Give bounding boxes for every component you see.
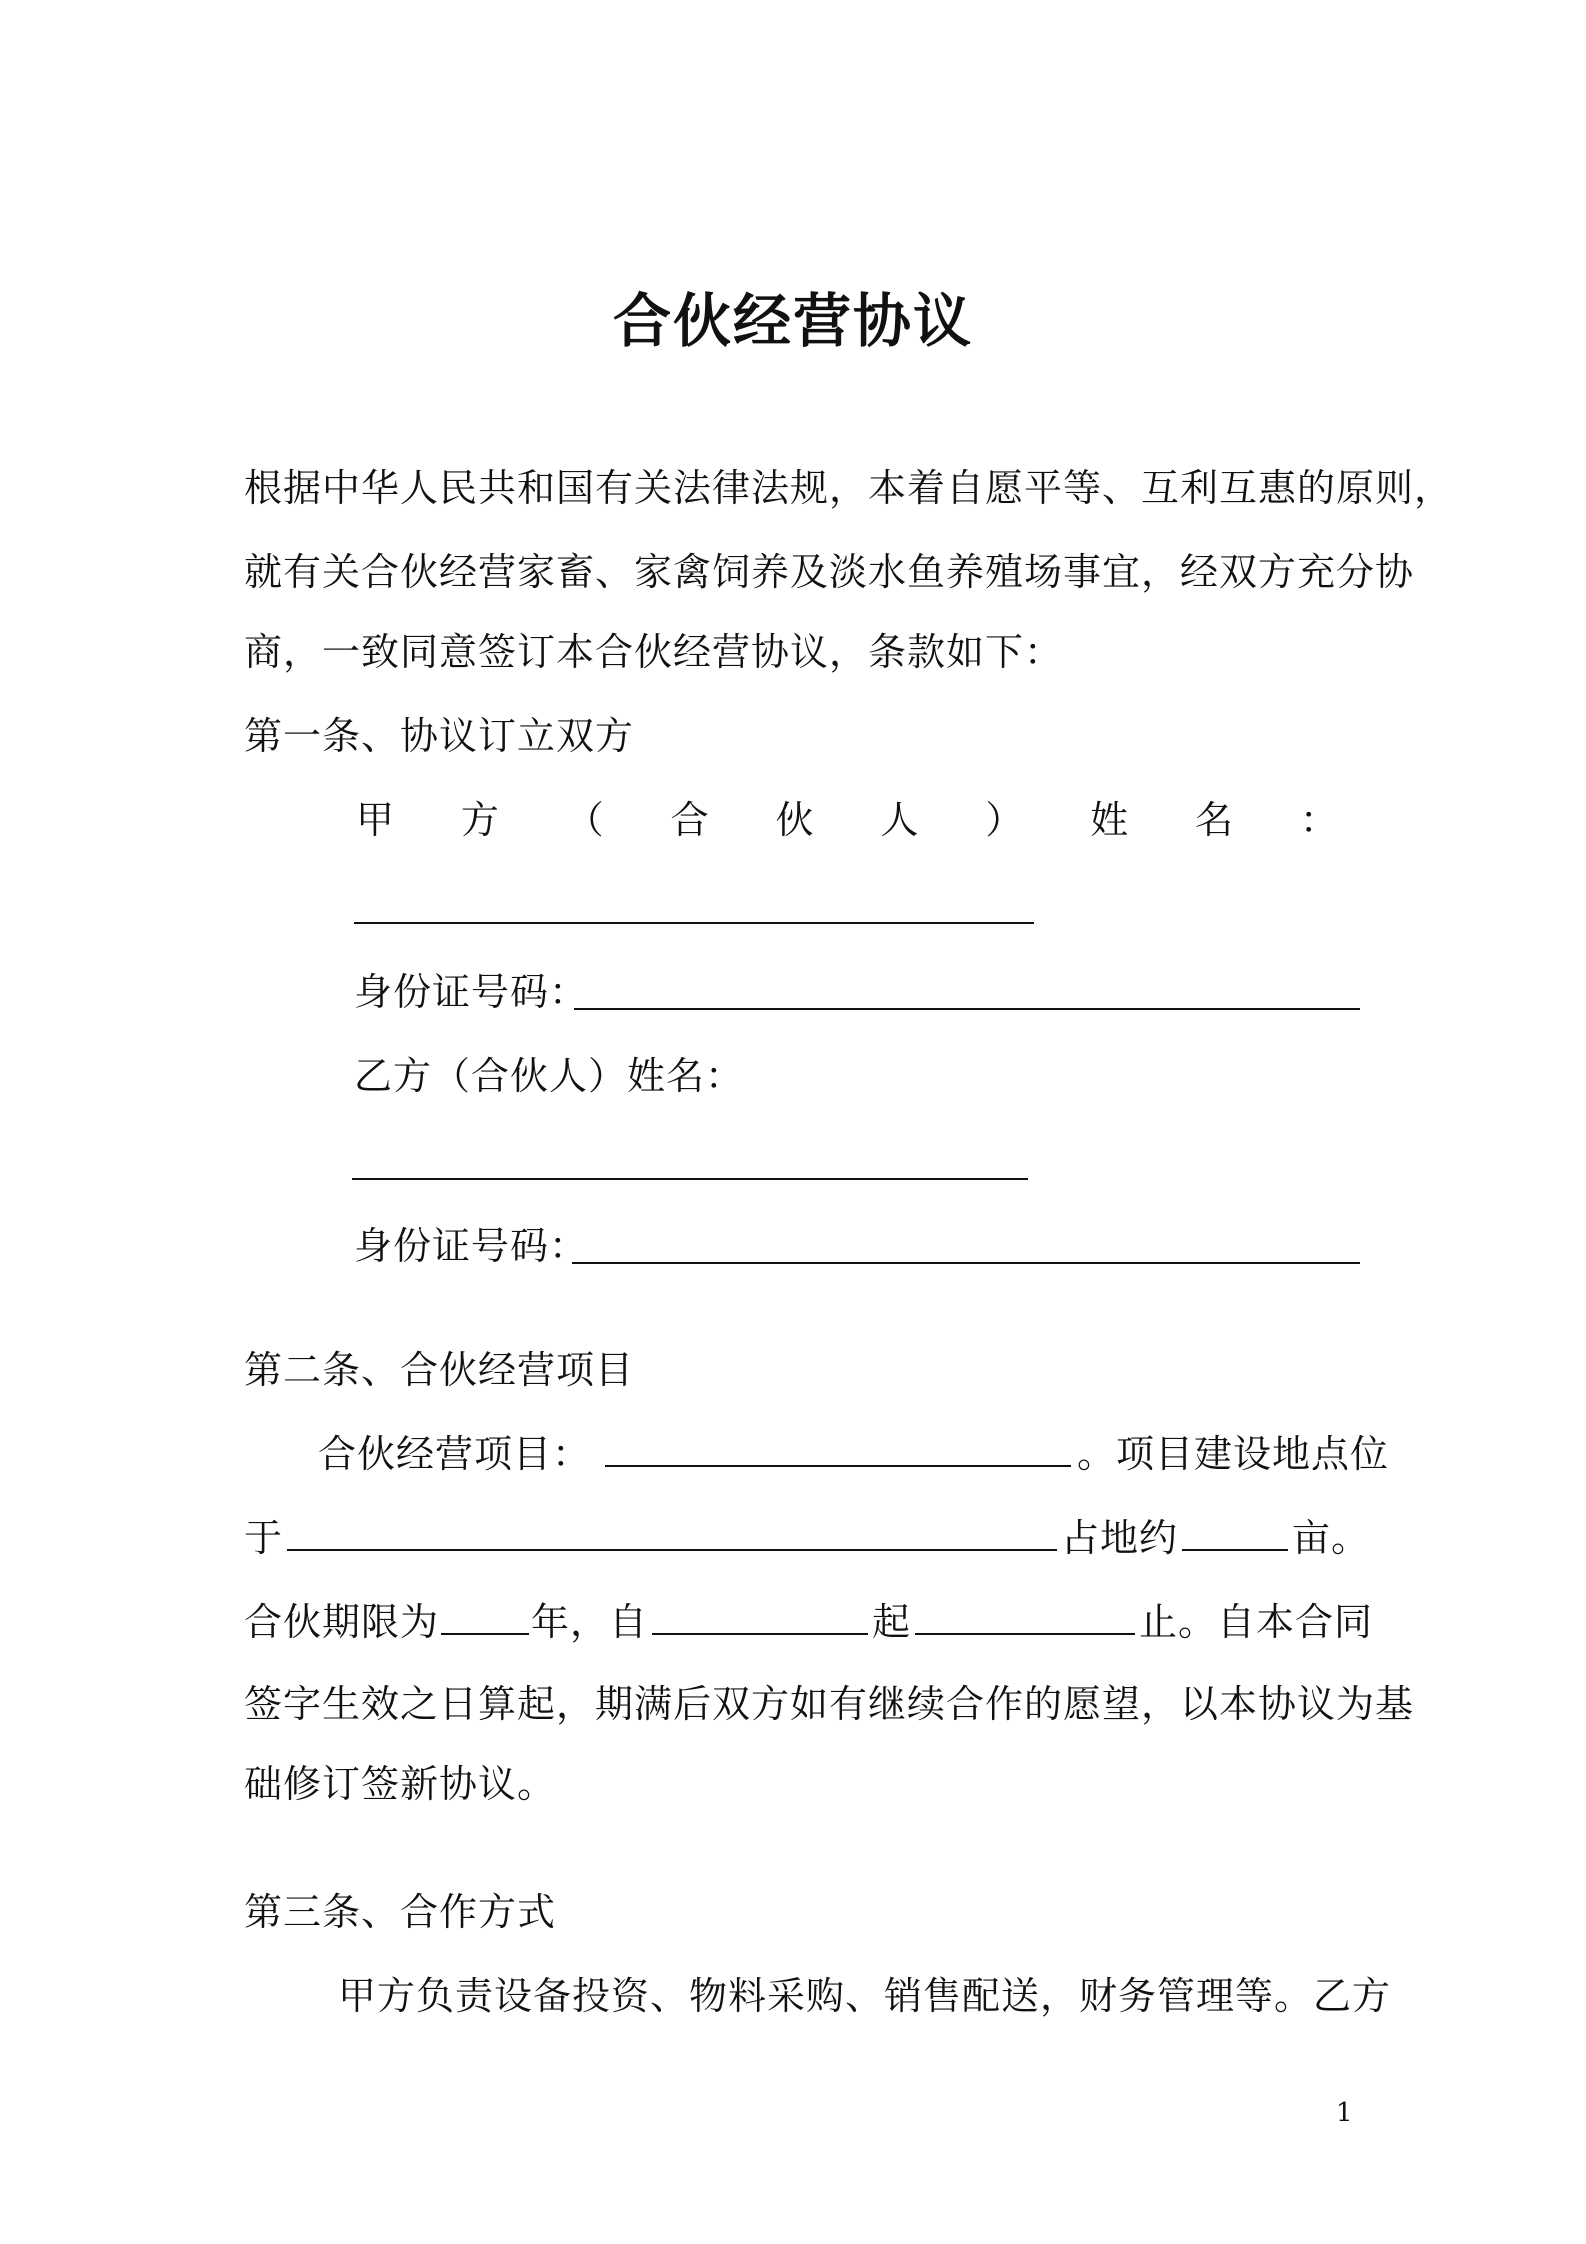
location-prefix: 。项目建设地点位 — [1077, 1432, 1390, 1476]
label-char: 方 — [460, 798, 499, 842]
label-char: 人 — [880, 798, 919, 842]
article2-line-4: 签字生效之日算起，期满后双方如有继续合作的愿望，以本协议为基 — [244, 1682, 1415, 1726]
project-blank[interactable] — [605, 1431, 1071, 1467]
label-char: （ — [565, 798, 604, 842]
end-date-blank[interactable] — [915, 1599, 1135, 1635]
article3-heading: 第三条、合作方式 — [244, 1890, 557, 1934]
area-label: 占地约 — [1061, 1516, 1179, 1560]
party-b-id-blank[interactable] — [572, 1262, 1360, 1264]
year-unit: 年，自 — [531, 1600, 649, 1644]
article2-line-5: 础修订签新协议。 — [244, 1762, 557, 1806]
article2-heading: 第二条、合伙经营项目 — [244, 1348, 635, 1392]
to-label: 止。自本合同 — [1139, 1600, 1374, 1644]
area-blank[interactable] — [1182, 1515, 1288, 1551]
start-date-blank[interactable] — [652, 1599, 868, 1635]
intro-line-1: 根据中华人民共和国有关法律法规，本着自愿平等、互利互惠的原则， — [244, 466, 1454, 510]
label-char: ： — [1299, 798, 1338, 842]
label-char: 名 — [1195, 798, 1234, 842]
intro-line-2: 就有关合伙经营家畜、家禽饲养及淡水鱼养殖场事宜，经双方充分协 — [244, 550, 1415, 594]
term-label: 合伙期限为 — [244, 1600, 440, 1644]
label-char: ） — [985, 798, 1024, 842]
party-a-name-label — [356, 796, 1338, 844]
location-blank[interactable] — [287, 1515, 1057, 1551]
label-char: 姓 — [1090, 798, 1129, 842]
area-unit: 亩。 — [1292, 1516, 1371, 1560]
label-char: 合 — [670, 798, 709, 842]
from-label: 起 — [872, 1600, 912, 1644]
party-a-id-blank[interactable] — [574, 1008, 1360, 1010]
project-label: 合伙经营项目： — [318, 1432, 592, 1476]
party-b-name-label: 乙方（合伙人）姓名： — [354, 1054, 745, 1098]
project-line — [318, 1430, 1389, 1478]
term-years-blank[interactable] — [441, 1599, 529, 1635]
document-title: 合伙经营协议 — [612, 287, 973, 355]
page-number: 1 — [1336, 2098, 1353, 2128]
intro-line-3: 商，一致同意签订本合伙经营协议，条款如下： — [244, 630, 1064, 674]
article3-line-1: 甲方负责设备投资、物料采购、销售配送，财务管理等。乙方 — [338, 1974, 1392, 2018]
party-a-id-label: 身份证号码： — [354, 970, 589, 1014]
label-char: 伙 — [775, 798, 814, 842]
location-label: 于 — [244, 1516, 284, 1560]
label-char: 甲 — [356, 798, 395, 842]
party-a-name-blank[interactable] — [354, 922, 1034, 924]
article1-heading: 第一条、协议订立双方 — [244, 714, 635, 758]
location-line — [244, 1514, 1370, 1562]
party-b-name-blank[interactable] — [352, 1178, 1028, 1180]
party-b-id-label: 身份证号码： — [354, 1224, 589, 1268]
term-line — [244, 1598, 1373, 1646]
